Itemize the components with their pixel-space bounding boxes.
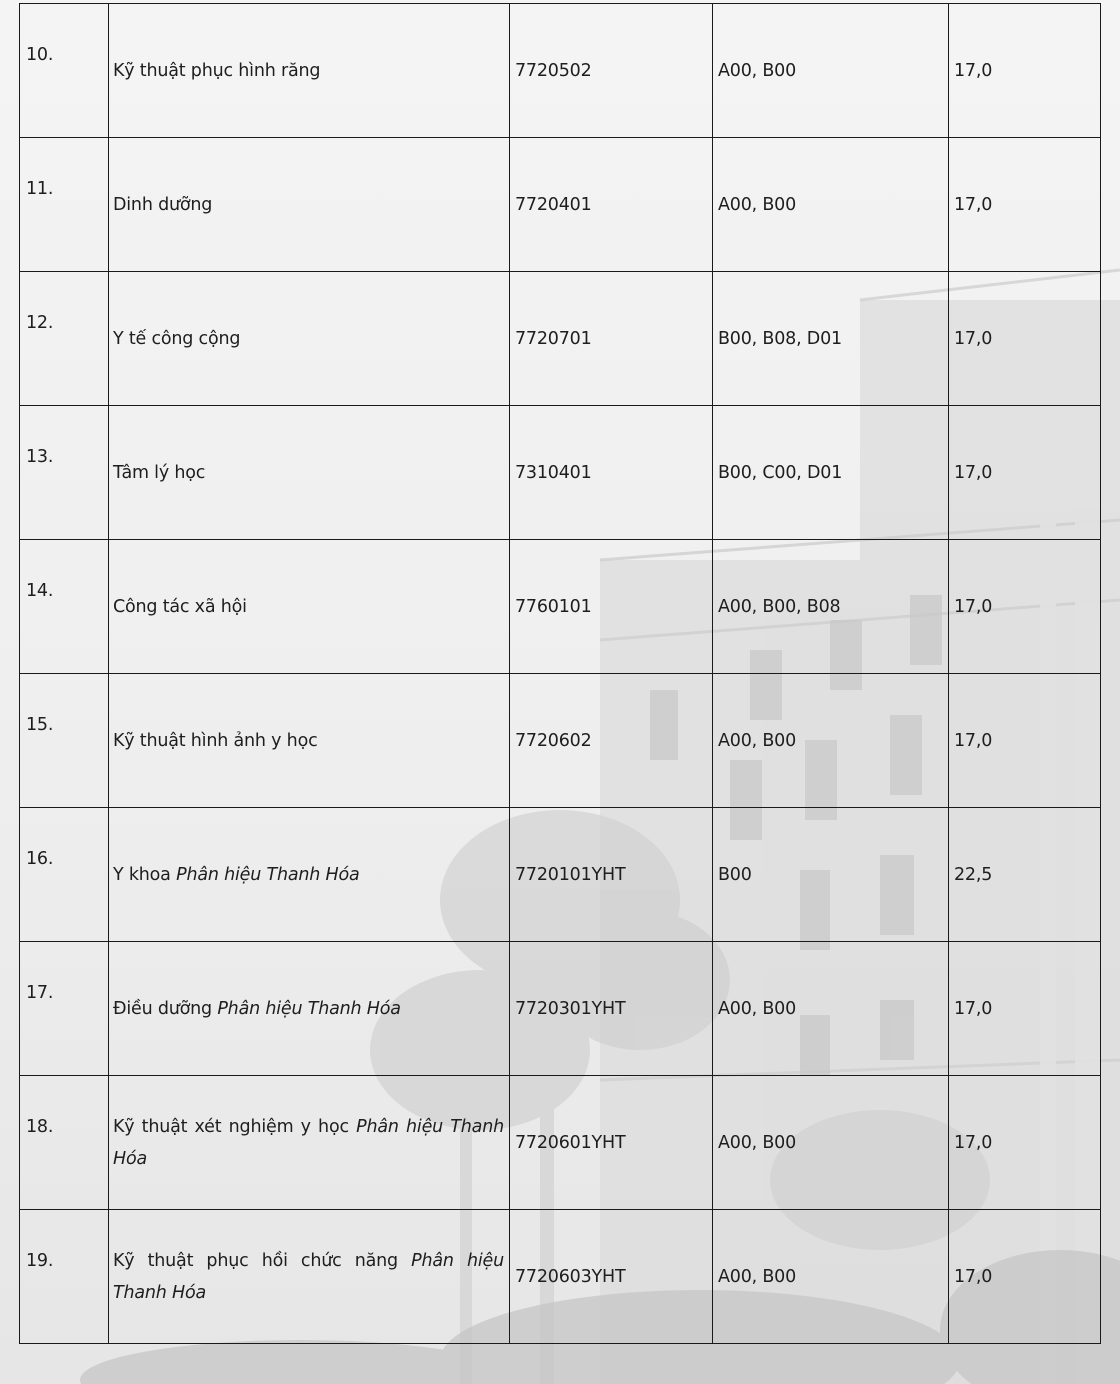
table-row	[20, 4, 1101, 138]
row-number: 16.	[20, 808, 109, 942]
major-code: 7310401	[510, 406, 713, 540]
cutoff-score: 17,0	[949, 674, 1101, 808]
row-number: 19.	[20, 1210, 109, 1344]
major-name	[109, 272, 510, 406]
table-body	[20, 4, 1101, 1344]
cutoff-score: 17,0	[949, 1076, 1101, 1210]
row-number: 15.	[20, 674, 109, 808]
row-number: 18.	[20, 1076, 109, 1210]
major-name-text: Kỹ thuật phục hình răng	[113, 60, 321, 81]
major-name-text: Kỹ thuật phục hồi chức năng	[113, 1250, 398, 1271]
major-code: 7720502	[510, 4, 713, 138]
subject-combinations: A00, B00	[713, 942, 949, 1076]
major-name	[109, 4, 510, 138]
subject-combinations: A00, B00, B08	[713, 540, 949, 674]
major-name-text: Y tế công cộng	[113, 328, 241, 349]
subject-combinations: A00, B00	[713, 4, 949, 138]
major-code: 7760101	[510, 540, 713, 674]
major-code: 7720301YHT	[510, 942, 713, 1076]
major-name	[109, 674, 510, 808]
cutoff-score: 17,0	[949, 4, 1101, 138]
major-name-text: Điều dưỡng	[113, 998, 212, 1019]
major-code: 7720101YHT	[510, 808, 713, 942]
major-code: 7720601YHT	[510, 1076, 713, 1210]
cutoff-score: 17,0	[949, 942, 1101, 1076]
subject-combinations: A00, B00	[713, 674, 949, 808]
row-number: 11.	[20, 138, 109, 272]
subject-combinations: A00, B00	[713, 1076, 949, 1210]
campus-label: Phân hiệu Thanh Hóa	[176, 864, 360, 885]
major-name	[109, 138, 510, 272]
subject-combinations: B00	[713, 808, 949, 942]
table-row	[20, 808, 1101, 942]
major-name-text: Kỹ thuật hình ảnh y học	[113, 730, 318, 751]
subject-combinations: A00, B00	[713, 138, 949, 272]
table-row	[20, 1076, 1101, 1210]
major-name	[109, 1210, 510, 1344]
subject-combinations: A00, B00	[713, 1210, 949, 1344]
major-code: 7720701	[510, 272, 713, 406]
table-row	[20, 272, 1101, 406]
cutoff-score: 17,0	[949, 540, 1101, 674]
row-number: 12.	[20, 272, 109, 406]
major-name-text: Kỹ thuật xét nghiệm y học	[113, 1116, 349, 1137]
campus-label: Phân hiệu Thanh Hóa	[113, 1250, 504, 1303]
row-number: 17.	[20, 942, 109, 1076]
cutoff-score: 17,0	[949, 272, 1101, 406]
subject-combinations: B00, B08, D01	[713, 272, 949, 406]
table-row	[20, 406, 1101, 540]
major-name	[109, 540, 510, 674]
major-name-text: Y khoa	[113, 864, 171, 885]
major-name	[109, 406, 510, 540]
campus-label: Phân hiệu Thanh Hóa	[217, 998, 401, 1019]
major-code: 7720602	[510, 674, 713, 808]
table-row	[20, 138, 1101, 272]
major-name	[109, 942, 510, 1076]
major-name	[109, 808, 510, 942]
cutoff-score: 17,0	[949, 406, 1101, 540]
major-name-text: Tâm lý học	[113, 462, 206, 483]
table-row	[20, 942, 1101, 1076]
major-name	[109, 1076, 510, 1210]
table-row	[20, 674, 1101, 808]
cutoff-score: 17,0	[949, 1210, 1101, 1344]
table-row	[20, 540, 1101, 674]
major-code: 7720603YHT	[510, 1210, 713, 1344]
row-number: 14.	[20, 540, 109, 674]
major-code: 7720401	[510, 138, 713, 272]
campus-label: Phân hiệu Thanh Hóa	[113, 1116, 504, 1169]
subject-combinations: B00, C00, D01	[713, 406, 949, 540]
table-row	[20, 1210, 1101, 1344]
cutoff-score: 17,0	[949, 138, 1101, 272]
row-number: 10.	[20, 4, 109, 138]
major-name-text: Dinh dưỡng	[113, 194, 213, 215]
row-number: 13.	[20, 406, 109, 540]
major-name-text: Công tác xã hội	[113, 596, 247, 617]
cutoff-score: 22,5	[949, 808, 1101, 942]
admission-score-table	[19, 3, 1101, 1344]
